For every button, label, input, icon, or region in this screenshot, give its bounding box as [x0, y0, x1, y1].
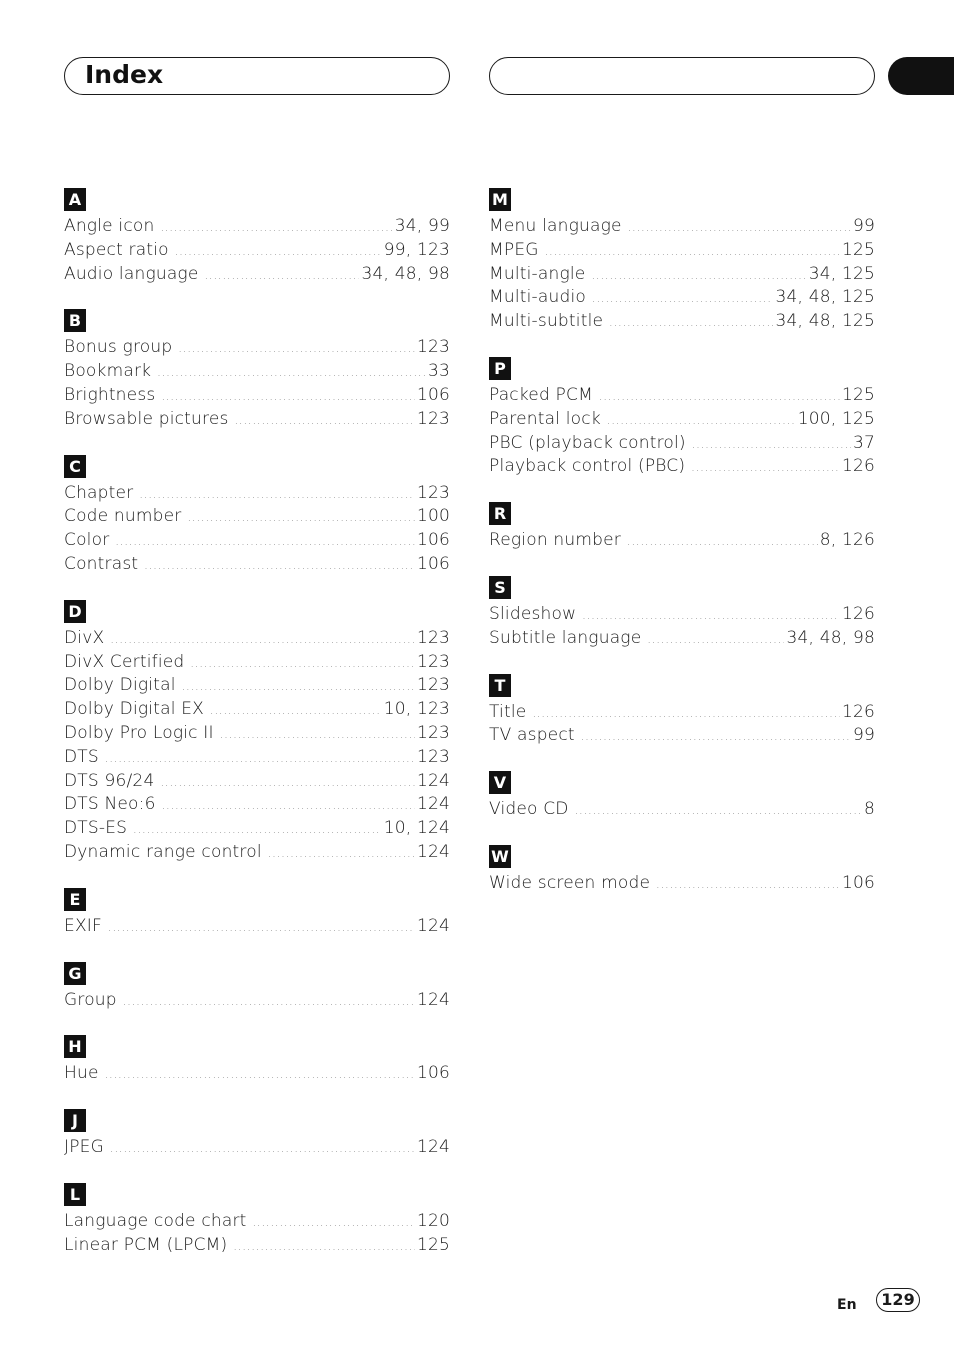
entry-term: Region number [489, 530, 621, 551]
dot-leader [235, 409, 415, 433]
entry-pages: 125 [841, 384, 875, 405]
entry-pages: 124 [416, 989, 450, 1010]
index-section-g [64, 962, 450, 1013]
entry-pages: 123 [416, 651, 450, 672]
index-section-a [64, 188, 450, 286]
index-entry [489, 603, 875, 627]
entry-term: Browsable pictures [64, 408, 229, 429]
dot-leader [110, 628, 415, 652]
entry-term: DTS Neo:6 [64, 794, 156, 815]
index-entry [64, 1210, 450, 1234]
index-section-b [64, 309, 450, 431]
dot-leader [691, 456, 840, 480]
dot-leader [592, 287, 773, 311]
dot-leader [656, 873, 840, 897]
index-entry [489, 384, 875, 408]
entry-pages: 126 [841, 701, 875, 722]
dot-leader [609, 311, 773, 335]
dot-leader [532, 702, 840, 726]
section-letter: G [64, 962, 86, 985]
index-entry [64, 384, 450, 408]
index-entry [64, 1136, 450, 1160]
entry-term: Multi-subtitle [489, 311, 604, 332]
entry-term: Dynamic range control [64, 841, 262, 862]
dot-leader [157, 361, 426, 385]
entry-term: Wide screen mode [489, 872, 651, 893]
entry-term: Linear PCM (LPCM) [64, 1234, 228, 1255]
index-entry [64, 553, 450, 577]
index-entry [489, 701, 875, 725]
index-section-p [489, 357, 875, 479]
section-letter: P [489, 357, 511, 380]
index-entry [64, 817, 450, 841]
entry-term: Slideshow [489, 603, 577, 624]
index-entry [64, 360, 450, 384]
dot-leader [220, 723, 415, 747]
entry-term: Dolby Digital [64, 675, 176, 696]
index-entry [64, 482, 450, 506]
dot-leader [253, 1211, 415, 1235]
entry-term: JPEG [64, 1137, 104, 1158]
entry-pages: 124 [416, 770, 450, 791]
index-section-c [64, 455, 450, 577]
dot-leader [599, 385, 840, 409]
entry-pages: 124 [416, 915, 450, 936]
section-letter: A [64, 188, 86, 211]
entry-pages: 123 [416, 627, 450, 648]
dot-leader [182, 675, 415, 699]
index-entry [489, 408, 875, 432]
index-title-box [64, 57, 450, 95]
entry-pages: 106 [841, 872, 875, 893]
dot-leader [582, 604, 840, 628]
entry-term: Brightness [64, 384, 156, 405]
dot-leader [692, 433, 851, 457]
entry-pages: 124 [416, 841, 450, 862]
dot-leader [110, 1137, 415, 1161]
index-entry [489, 455, 875, 479]
dot-leader [115, 530, 415, 554]
index-section-h [64, 1035, 450, 1086]
entry-term: Angle icon [64, 216, 155, 236]
entry-term: Packed PCM [489, 384, 593, 405]
entry-term: Dolby Pro Logic II [64, 722, 214, 743]
entry-term: Menu language [489, 216, 622, 236]
entry-term: DTS-ES [64, 818, 128, 839]
entry-pages: 123 [416, 482, 450, 503]
index-entry [489, 529, 875, 553]
index-section-t [489, 674, 875, 749]
dot-leader [160, 771, 414, 795]
dot-leader [607, 409, 796, 433]
index-entry [489, 432, 875, 456]
index-entry [64, 215, 450, 239]
index-entry [64, 989, 450, 1013]
entry-term: Aspect ratio [64, 239, 169, 260]
dot-leader [647, 628, 784, 652]
dot-leader [105, 1063, 415, 1087]
dot-leader [133, 818, 382, 842]
entry-pages: 106 [416, 553, 450, 574]
entry-term: Dolby Digital EX [64, 699, 205, 720]
dot-leader [581, 725, 851, 749]
dot-leader [190, 652, 415, 676]
section-letter: H [64, 1035, 86, 1058]
dot-leader [162, 794, 415, 818]
entry-term: Audio language [64, 263, 199, 284]
section-letter: B [64, 309, 86, 332]
section-letter: D [64, 600, 86, 623]
entry-term: Playback control (PBC) [489, 456, 686, 477]
index-entry [64, 770, 450, 794]
index-entry [64, 722, 450, 746]
dot-leader [233, 1235, 415, 1259]
dot-leader [628, 216, 851, 240]
entry-term: DivX Certified [64, 651, 185, 672]
dot-leader [139, 483, 415, 507]
index-entry [64, 841, 450, 865]
header-empty-box [489, 57, 875, 95]
index-section-r [489, 502, 875, 553]
footer-language: En [837, 1297, 857, 1313]
index-entry [64, 239, 450, 263]
index-entry [64, 1062, 450, 1086]
dot-leader [268, 842, 415, 866]
dot-leader [108, 916, 415, 940]
entry-pages: 123 [416, 337, 450, 358]
entry-pages: 8, 126 [819, 530, 875, 551]
dot-leader [160, 216, 392, 240]
entry-term: DTS [64, 746, 99, 767]
entry-pages: 34, 48, 125 [775, 311, 875, 332]
index-section-v [489, 771, 875, 822]
entry-term: Bonus group [64, 337, 173, 358]
entry-pages: 106 [416, 384, 450, 405]
entry-pages: 34, 48, 98 [361, 263, 450, 284]
entry-pages: 125 [841, 239, 875, 260]
entry-pages: 99 [852, 216, 875, 236]
entry-pages: 100, 125 [797, 408, 875, 429]
dot-leader [591, 264, 806, 288]
entry-term: Bookmark [64, 361, 152, 382]
entry-pages: 34, 48, 98 [786, 627, 875, 648]
entry-pages: 123 [416, 408, 450, 429]
section-letter: W [489, 845, 511, 868]
entry-pages: 123 [416, 722, 450, 743]
entry-term: Language code chart [64, 1210, 247, 1231]
page-title: Index [85, 60, 164, 89]
entry-term: TV aspect [489, 725, 575, 746]
entry-pages: 100 [416, 506, 450, 527]
entry-term: Parental lock [489, 408, 601, 429]
index-column-left [64, 188, 450, 1281]
dot-leader [175, 240, 382, 264]
index-entry [64, 336, 450, 360]
entry-term: Hue [64, 1063, 99, 1084]
header-black-tab [888, 57, 954, 95]
index-entry [64, 746, 450, 770]
index-section-e [64, 888, 450, 939]
index-section-m [489, 188, 875, 334]
entry-term: Code number [64, 506, 182, 527]
index-section-l [64, 1183, 450, 1258]
entry-pages: 37 [852, 432, 875, 453]
entry-pages: 126 [841, 603, 875, 624]
index-entry [64, 627, 450, 651]
entry-term: EXIF [64, 915, 102, 936]
entry-pages: 106 [416, 530, 450, 551]
dot-leader [205, 264, 360, 288]
dot-leader [161, 385, 415, 409]
index-entry [64, 263, 450, 287]
entry-pages: 34, 48, 125 [775, 287, 875, 308]
index-entry [64, 674, 450, 698]
entry-pages: 99, 123 [383, 239, 450, 260]
page-number: 129 [876, 1288, 920, 1312]
entry-term: Group [64, 989, 117, 1010]
entry-pages: 123 [416, 675, 450, 696]
index-entry [489, 263, 875, 287]
index-entry [489, 627, 875, 651]
index-entry [64, 651, 450, 675]
entry-pages: 124 [416, 1137, 450, 1158]
index-section-d [64, 600, 450, 865]
index-entry [489, 215, 875, 239]
index-section-w [489, 845, 875, 896]
index-entry [489, 239, 875, 263]
entry-term: Color [64, 530, 110, 551]
entry-term: Contrast [64, 553, 139, 574]
dot-leader [123, 990, 415, 1014]
index-column-right [489, 188, 875, 919]
entry-pages: 8 [863, 799, 875, 820]
index-entry [489, 872, 875, 896]
index-entry [489, 286, 875, 310]
entry-term: Multi-angle [489, 263, 586, 284]
index-entry [64, 529, 450, 553]
index-entry [64, 915, 450, 939]
dot-leader [105, 747, 415, 771]
entry-pages: 10, 123 [383, 699, 450, 720]
entry-term: Multi-audio [489, 287, 586, 308]
dot-leader [178, 337, 415, 361]
entry-pages: 99 [852, 725, 875, 746]
entry-term: Video CD [489, 799, 569, 820]
entry-pages: 123 [416, 746, 450, 767]
section-letter: T [489, 674, 511, 697]
entry-pages: 124 [416, 794, 450, 815]
entry-term: DTS 96/24 [64, 770, 155, 791]
entry-pages: 120 [416, 1210, 450, 1231]
entry-term: Chapter [64, 482, 134, 503]
dot-leader [627, 530, 818, 554]
index-entry [64, 1234, 450, 1258]
section-letter: S [489, 576, 511, 599]
section-letter: M [489, 188, 511, 211]
index-entry [64, 505, 450, 529]
entry-pages: 125 [416, 1234, 450, 1255]
section-letter: L [64, 1183, 86, 1206]
entry-pages: 34, 125 [808, 263, 875, 284]
dot-leader [144, 554, 415, 578]
dot-leader [575, 799, 862, 823]
entry-pages: 126 [841, 456, 875, 477]
index-entry [489, 724, 875, 748]
entry-term: PBC (playback control) [489, 432, 686, 453]
index-entry [64, 408, 450, 432]
entry-pages: 34, 99 [394, 216, 450, 236]
dot-leader [545, 240, 840, 264]
section-letter: R [489, 502, 511, 525]
dot-leader [187, 506, 414, 530]
index-entry [489, 310, 875, 334]
section-letter: E [64, 888, 86, 911]
entry-pages: 33 [427, 361, 450, 382]
entry-pages: 106 [416, 1063, 450, 1084]
index-section-j [64, 1109, 450, 1160]
index-entry [64, 698, 450, 722]
entry-term: Title [489, 701, 527, 722]
index-section-s [489, 576, 875, 651]
entry-term: DivX [64, 627, 105, 648]
section-letter: V [489, 771, 511, 794]
section-letter: C [64, 455, 86, 478]
entry-term: MPEG [489, 239, 539, 260]
entry-term: Subtitle language [489, 627, 642, 648]
section-letter: J [64, 1109, 86, 1132]
index-entry [64, 793, 450, 817]
entry-pages: 10, 124 [383, 818, 450, 839]
index-entry [489, 798, 875, 822]
dot-leader [210, 699, 382, 723]
